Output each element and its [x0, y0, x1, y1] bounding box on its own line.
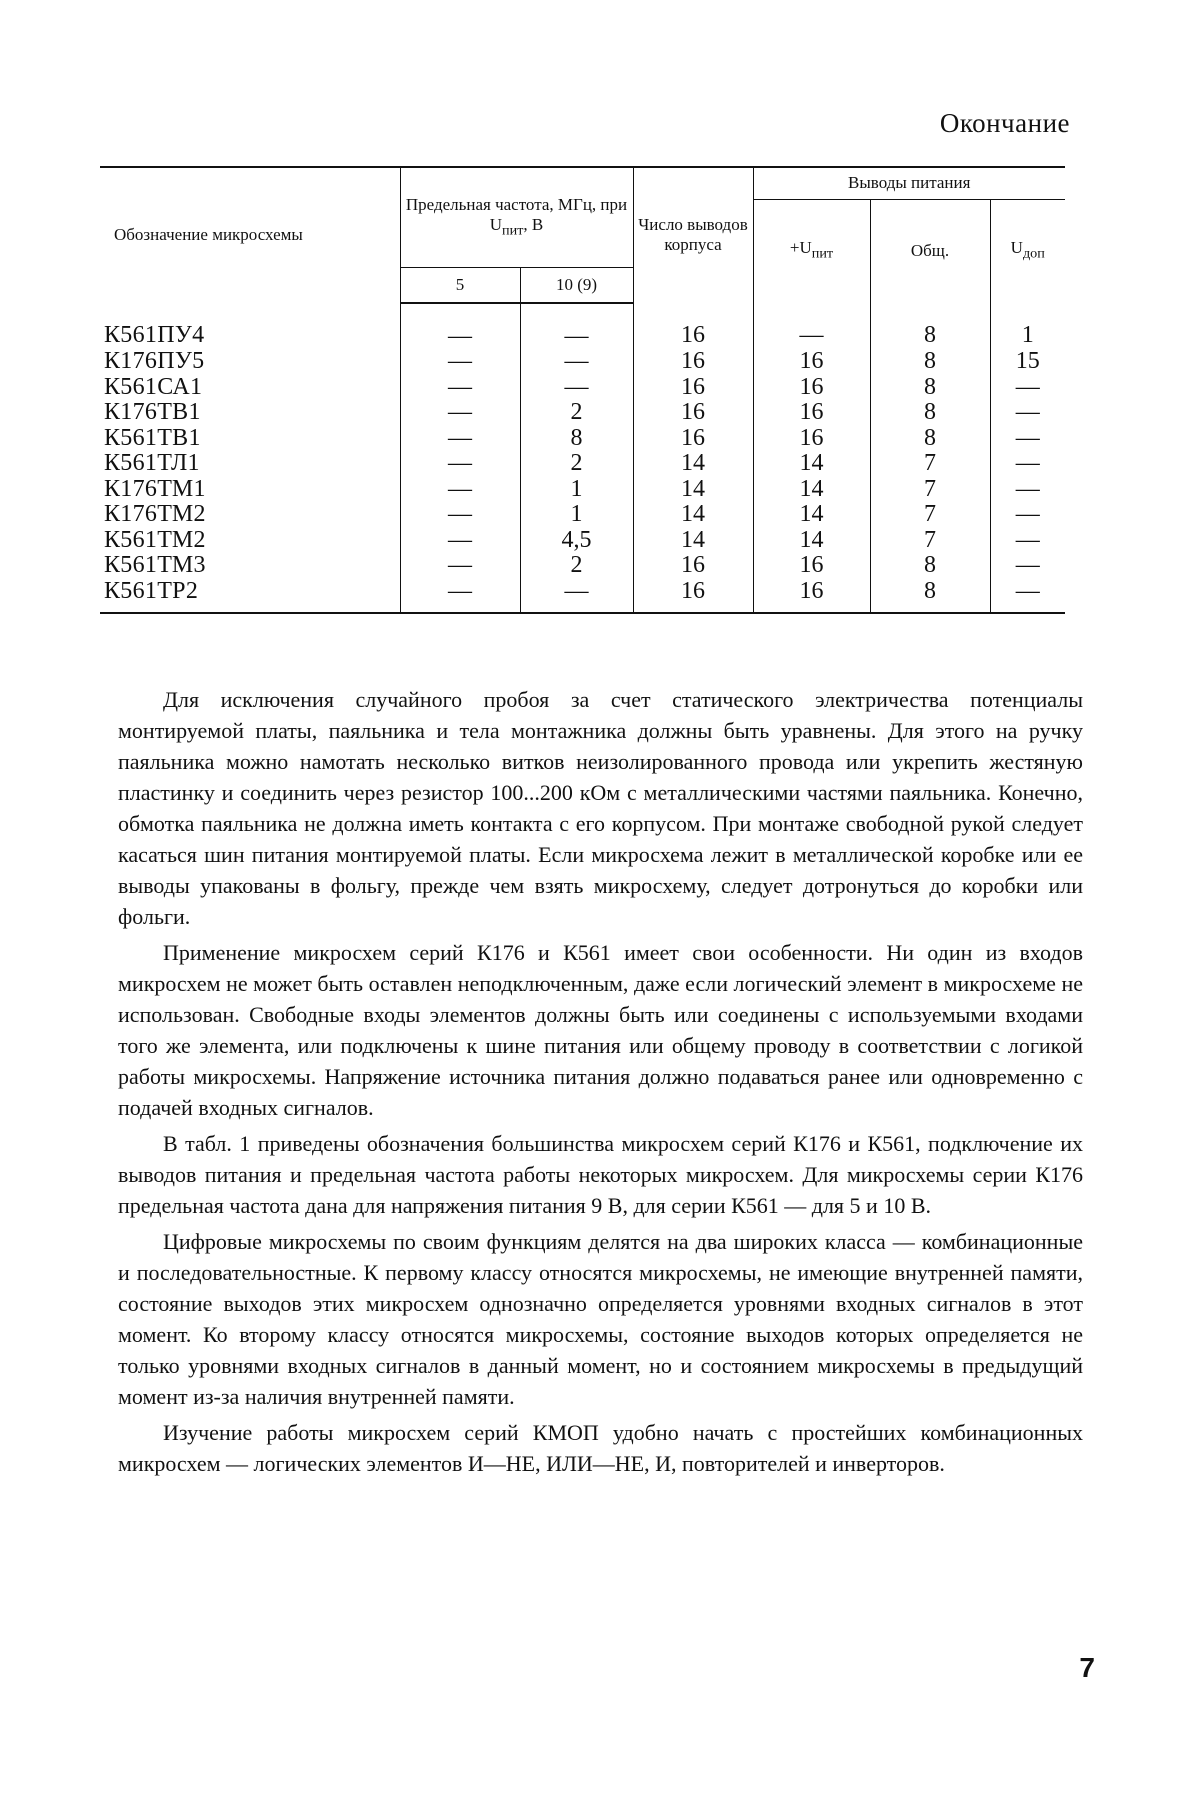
cell-name: К561ТМ2	[104, 526, 206, 553]
cell-pin-count: 14	[633, 477, 753, 503]
table-row	[100, 349, 1065, 375]
cell-upit: 16	[753, 375, 870, 401]
cell-upit: 16	[753, 579, 870, 614]
table-row	[100, 579, 1065, 614]
table-row	[100, 451, 1065, 477]
cell-pin-count: 14	[633, 502, 753, 528]
body-text	[118, 684, 1083, 1484]
column-header-freq-5v: 5	[400, 267, 520, 303]
cell-freq-10v: —	[520, 375, 633, 401]
cell-name: К561ТР2	[100, 579, 400, 614]
cell-pin-count: 14	[633, 451, 753, 477]
paragraph: Применение микросхем серий К176 и К561 имеет свои особенности. Ни один из входов микросхем не может быть оставлен неподключенным, даже если логический элемент в микросхеме не использован. Свободные входы элементов должны быть или соединены с используемыми входами того же элемента, или подключены к шине питания или общему проводу в соответствии с логикой работы микросхемы. Напряжение источника питания должно подаваться ранее или одновременно с подачей входных сигналов.	[118, 940, 1083, 1120]
cell-common: 7	[870, 451, 990, 477]
microchip-table-body	[100, 303, 1065, 614]
cell-freq-10v: 2	[520, 553, 633, 579]
cell-name: К561ТЛ1	[104, 450, 200, 476]
cell-freq-10v: 2	[520, 451, 633, 477]
cell-name: К176ПУ5	[104, 348, 205, 374]
paragraph: Изучение работы микросхем серий КМОП удобно начать с простейших комбинационных микросхем — логических элементов И—НЕ, ИЛИ—НЕ, И, повторителей и инверторов.	[118, 1420, 1083, 1476]
cell-common: 8	[870, 303, 990, 350]
column-header-common: Общ.	[870, 199, 990, 303]
cell-freq-5v: —	[400, 502, 520, 528]
cell-udop: 15	[990, 349, 1065, 375]
cell-udop: —	[990, 477, 1065, 503]
cell-pin-count: 14	[633, 528, 753, 554]
cell-name: К176ТМ2	[104, 501, 206, 527]
cell-pin-count: 16	[633, 303, 753, 350]
cell-udop: —	[990, 528, 1065, 554]
cell-freq-5v: —	[400, 553, 520, 579]
microchip-table-container	[100, 166, 1065, 614]
cell-udop: —	[990, 400, 1065, 426]
cell-freq-10v: 1	[520, 477, 633, 503]
cell-common: 7	[870, 477, 990, 503]
cell-name: К561СА1	[104, 373, 203, 400]
column-header-designation: Обозначение микросхемы	[100, 167, 400, 303]
paragraph: Для исключения случайного пробоя за счет статического электричества потенциалы монтируемой платы, паяльника и тела монтажника должны быть уравнены. Для этого на ручку паяльника можно намотать несколько витков неизолированного провода или укрепить жестяную пластинку и соединить через резистор 100...200 кОм с металлическими частями паяльника. Конечно, обмотка паяльника не должна иметь контакта с его корпусом. При монтаже свободной рукой следует касаться шин питания монтируемой платы. Если микросхема лежит в металлической коробке или ее выводы упакованы в фольгу, прежде чем взять микросхему, следует дотронуться до коробки или фольги.	[118, 687, 1083, 929]
cell-pin-count: 16	[633, 375, 753, 401]
cell-udop: —	[990, 451, 1065, 477]
cell-freq-10v: 8	[520, 426, 633, 452]
cell-name: К176ТМ1	[104, 475, 206, 502]
cell-upit: 16	[753, 553, 870, 579]
cell-upit: 14	[753, 502, 870, 528]
column-header-upit: $+U_{пит}$	[753, 199, 870, 303]
cell-common: 8	[870, 426, 990, 452]
column-header-power-pins: Выводы питания	[753, 167, 1065, 199]
column-header-pin-count: Число выводов корпуса	[633, 167, 753, 303]
page-header: Окончание	[939, 108, 1070, 138]
cell-pin-count: 16	[633, 579, 753, 614]
cell-upit: 14	[753, 528, 870, 554]
cell-freq-10v: 4,5	[520, 528, 633, 554]
cell-pin-count: 16	[633, 426, 753, 452]
column-header-max-frequency: Предельная частота, МГц, при $U_{пит}$, В	[400, 167, 633, 267]
cell-udop: —	[990, 502, 1065, 528]
cell-common: 8	[870, 375, 990, 401]
cell-common: 7	[870, 502, 990, 528]
cell-freq-5v: —	[400, 303, 520, 350]
cell-freq-5v: —	[400, 477, 520, 503]
microchip-table	[100, 166, 1065, 614]
cell-name: К176ТВ1	[104, 399, 201, 425]
cell-common: 8	[870, 349, 990, 375]
cell-pin-count: 16	[633, 349, 753, 375]
table-row	[100, 375, 1065, 401]
cell-upit: 16	[753, 426, 870, 452]
cell-udop: —	[990, 426, 1065, 452]
paragraph: Цифровые микросхемы по своим функциям делятся на два широких класса — комбинационные и последовательностные. К первому классу относятся микросхемы, не имеющие внутренней памяти, состояние выходов этих микросхем однозначно определяется уровнями входных сигналов в этот момент. Ко второму классу относятся микросхемы, состояние выходов которых определяется не только уровнями входных сигналов в данный момент, но и состоянием микросхемы в предыдущий момент из-за наличия внутренней памяти.	[118, 1229, 1083, 1409]
cell-upit: 14	[753, 477, 870, 503]
cell-upit: —	[753, 303, 870, 350]
column-header-freq-10v: 10 (9)	[520, 267, 633, 303]
column-header-udop: $U_{доп}$	[990, 199, 1065, 303]
table-row	[100, 553, 1065, 579]
table-row	[100, 303, 1065, 350]
cell-freq-5v: —	[400, 349, 520, 375]
table-row	[100, 502, 1065, 528]
page-number: 7	[1079, 1652, 1095, 1683]
table-row	[100, 528, 1065, 554]
paragraph: В табл. 1 приведены обозначения большинства микросхем серий К176 и К561, подключение их выводов питания и предельная частота работы некоторых микросхем. Для микросхемы серии К176 предельная частота дана для напряжения питания 9 В, для серии К561 — для 5 и 10 В.	[118, 1131, 1083, 1218]
cell-upit: 16	[753, 349, 870, 375]
cell-freq-5v: —	[400, 579, 520, 614]
cell-name: К561ТМ3	[104, 552, 206, 578]
cell-common: 8	[870, 400, 990, 426]
cell-freq-10v: 1	[520, 502, 633, 528]
cell-udop: —	[990, 579, 1065, 614]
cell-udop: —	[990, 553, 1065, 579]
cell-name: К561ПУ4	[104, 322, 205, 348]
cell-common: 8	[870, 579, 990, 614]
cell-freq-10v: 2	[520, 400, 633, 426]
cell-udop: —	[990, 375, 1065, 401]
cell-common: 8	[870, 553, 990, 579]
cell-freq-10v: —	[520, 349, 633, 375]
cell-freq-10v: —	[520, 303, 633, 350]
cell-name: К561ТВ1	[104, 424, 201, 451]
cell-freq-5v: —	[400, 400, 520, 426]
cell-freq-10v: —	[520, 579, 633, 614]
cell-pin-count: 16	[633, 553, 753, 579]
cell-udop: 1	[990, 303, 1065, 350]
cell-upit: 14	[753, 451, 870, 477]
cell-common: 7	[870, 528, 990, 554]
cell-upit: 16	[753, 400, 870, 426]
table-row	[100, 400, 1065, 426]
table-row	[100, 477, 1065, 503]
cell-freq-5v: —	[400, 528, 520, 554]
table-row	[100, 426, 1065, 452]
cell-freq-5v: —	[400, 451, 520, 477]
cell-freq-5v: —	[400, 375, 520, 401]
cell-freq-5v: —	[400, 426, 520, 452]
cell-pin-count: 16	[633, 400, 753, 426]
